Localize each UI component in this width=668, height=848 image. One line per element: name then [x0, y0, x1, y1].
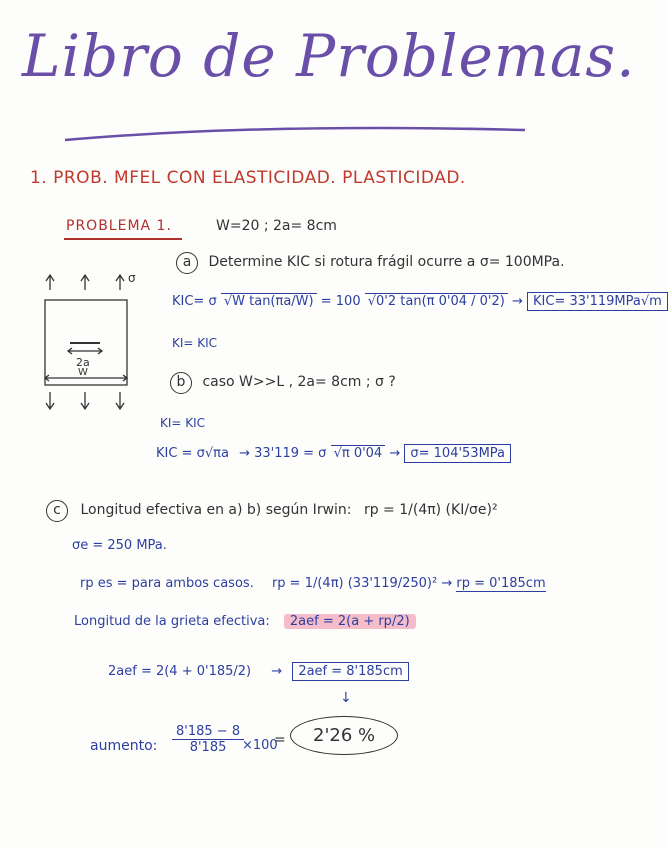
title-underline	[60, 118, 530, 148]
diagram-sigma: σ	[128, 271, 136, 285]
part-c-question: Longitud efectiva en a) b) según Irwin:	[80, 502, 352, 518]
problem-underline	[64, 238, 182, 240]
increase-num: 8'185 − 8	[172, 724, 244, 740]
increase-den: 8'185	[189, 740, 227, 755]
increase-fraction	[172, 724, 244, 755]
diagram-crack-label: 2a	[76, 356, 90, 369]
part-b-note: KI= KIC	[160, 416, 206, 430]
rp-formula: rp = 1/(4π) (33'119/250)²	[271, 576, 438, 591]
irwin-formula: rp = 1/(4π) (KI/σe)²	[363, 502, 498, 518]
effective-row	[74, 614, 416, 629]
problem-given: W=20 ; 2a= 8cm	[216, 218, 337, 234]
part-b-marker: b	[170, 372, 192, 394]
effective-formula: 2aef = 2(a + rp/2)	[284, 614, 416, 629]
part-c-marker: c	[46, 500, 68, 522]
part-a-formula: KIC= σ √W tan(πa/W) = 100 √0'2 tan(π 0'04 / 0'2) → KIC= 33'119MPa√m	[172, 294, 668, 309]
part-b-formula-mid: → 33'119 = σ	[239, 446, 327, 461]
sigma-e: σe = 250 MPa.	[72, 538, 167, 553]
part-a-formula-lhs: KIC= σ	[172, 294, 217, 309]
problem-label: PROBLEMA 1.	[66, 218, 172, 234]
page-title: Libro de Problemas.	[22, 22, 636, 90]
part-a-question: Determine KIC si rotura frágil ocurre a σ= 100MPa.	[208, 254, 565, 270]
part-a-formula-mid: = 100	[320, 294, 361, 309]
part-b-question: caso W>>L , 2a= 8cm ; σ ?	[202, 374, 396, 390]
part-b-root: π 0'04	[341, 446, 383, 461]
part-c-question-row	[46, 500, 498, 522]
part-b-question-row	[170, 372, 396, 394]
increase-label: aumento:	[90, 738, 158, 754]
part-a-root: W tan(πa/W)	[232, 294, 314, 309]
section-heading: 1. PROB. MFEL CON ELASTICIDAD. PLASTICIDAD.	[30, 168, 466, 188]
rp-row: rp es = para ambos casos. rp = 1/(4π) (33'119/250)² → rp = 0'185cm	[80, 576, 546, 591]
diagram-width-label: W	[78, 367, 88, 378]
part-a-result: KIC= 33'119MPa√m	[527, 292, 668, 311]
part-a-note: KI= KIC	[172, 336, 218, 350]
down-arrow: ↓	[340, 690, 352, 706]
calc: 2aef = 2(4 + 0'185/2)	[108, 664, 252, 679]
plate-diagram	[40, 268, 150, 418]
part-b-formula: KIC = σ√πa → 33'119 = σ √π 0'04 → σ= 104'53MPa	[156, 446, 511, 461]
rp-result: rp = 0'185cm	[456, 576, 546, 591]
part-b-result: σ= 104'53MPa	[404, 444, 511, 463]
calc-row: 2aef = 2(4 + 0'185/2) → 2aef = 8'185cm	[108, 664, 409, 679]
part-a-root2: 0'2 tan(π 0'04 / 0'2)	[376, 294, 505, 309]
calc-result: 2aef = 8'185cm	[292, 662, 408, 681]
part-a-marker: a	[176, 252, 198, 274]
increase-mult: ×100	[242, 738, 278, 753]
increase-result: 2'26 %	[290, 716, 398, 755]
part-b-formula-lhs: KIC = σ√πa	[156, 446, 229, 461]
effective-label: Longitud de la grieta efectiva:	[74, 614, 270, 629]
rp-text: rp es = para ambos casos.	[80, 576, 254, 591]
part-a-question-row	[176, 252, 565, 274]
